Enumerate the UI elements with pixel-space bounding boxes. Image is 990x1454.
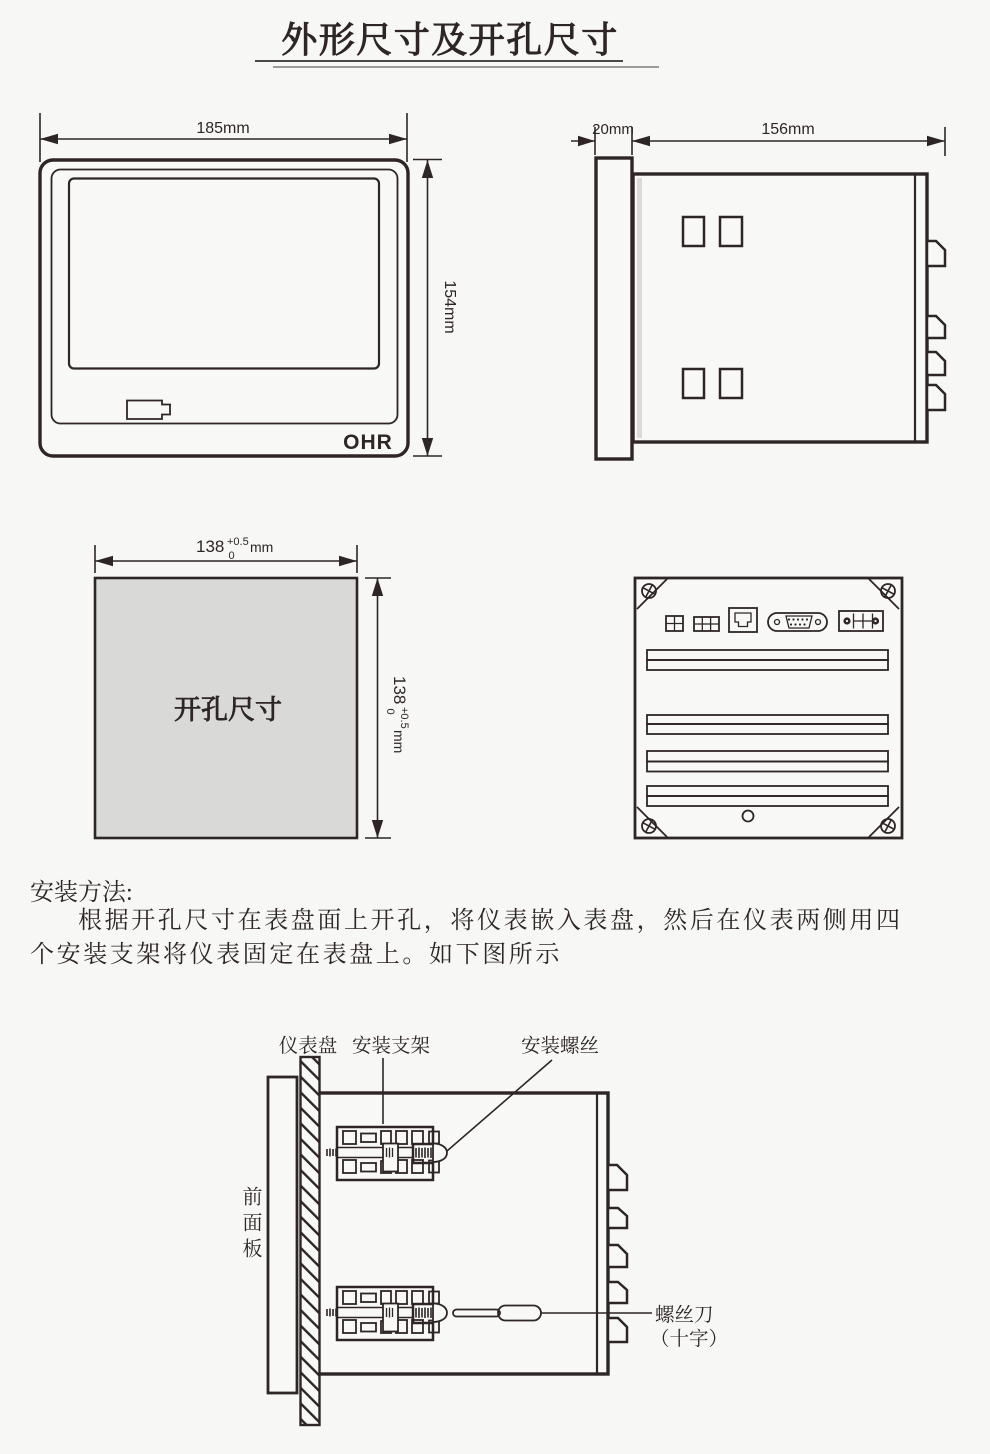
cutout-width-tol-lower: 0: [228, 550, 235, 562]
install-front-panel: [268, 1077, 297, 1393]
front-device: [40, 160, 408, 456]
arrow-up-icon: [372, 578, 383, 596]
arrow-left-icon: [95, 556, 113, 566]
front-outer-case: [40, 160, 408, 456]
cutout-height-value: 138: [390, 676, 409, 705]
terminal-tab: [927, 241, 945, 266]
cutout-width-dimension: [95, 536, 357, 573]
terminal-tab: [927, 316, 945, 338]
install-method-paragraph: 根据开孔尺寸在表盘面上开孔，将仪表嵌入表盘，然后在仪表两侧用四个安装支架将仪表固定在表盘上。如下图所示: [30, 908, 903, 968]
front-view: [40, 113, 458, 456]
install-diagram: [268, 1035, 728, 1425]
side-depth-value: 20mm: [592, 121, 634, 138]
cutout-width-value: 138: [196, 537, 225, 556]
side-body-shade: [637, 178, 642, 438]
side-body: [633, 174, 927, 442]
page-title: 外形尺寸及开孔尺寸: [281, 19, 619, 60]
panel-label: 仪表盘: [278, 1036, 338, 1057]
install-method-heading: 安装方法:: [30, 880, 133, 906]
terminal-tab: [608, 1318, 627, 1342]
back-view: [635, 578, 902, 838]
cutout-height-tol-lower: 0: [384, 708, 396, 715]
front-height-value: 154mm: [441, 280, 458, 334]
brand-logo: OHR: [343, 431, 393, 454]
cutout-label: 开孔尺寸: [174, 695, 282, 725]
screw-label: 安装螺丝: [520, 1036, 600, 1057]
bracket-label: 安装支架: [351, 1036, 431, 1057]
front-panel-label: 前面板: [239, 1186, 261, 1264]
terminal-tab: [608, 1245, 627, 1267]
side-view: [571, 121, 945, 459]
arrow-up-icon: [422, 160, 433, 178]
terminal-tab: [608, 1208, 627, 1228]
cutout-width-tol-upper: +0.5: [227, 536, 249, 548]
cutout-width-unit: mm: [250, 539, 274, 555]
screwdriver-label: 螺丝刀: [655, 1305, 714, 1326]
cutout-height-unit: mm: [391, 730, 407, 754]
arrow-down-icon: [422, 438, 433, 456]
screwdriver-type-label: （十字）: [650, 1329, 729, 1350]
arrow-left-icon: [40, 134, 58, 144]
side-length-dimension: [632, 121, 945, 156]
arrow-down-icon: [372, 820, 383, 838]
arrow-left-icon: [632, 136, 650, 146]
side-depth-dimension: [571, 121, 634, 155]
terminal-tab: [608, 1282, 627, 1303]
mounting-panel: [301, 1057, 320, 1425]
side-length-value: 156mm: [761, 121, 815, 138]
cutout-height-tol-upper: +0.5: [398, 707, 410, 729]
terminal-tab: [927, 352, 945, 375]
terminal-tab: [608, 1165, 627, 1190]
front-width-value: 185mm: [196, 120, 250, 137]
arrow-right-icon: [389, 134, 407, 144]
arrow-right-icon: [339, 556, 357, 566]
front-width-dimension: [40, 113, 407, 162]
terminal-tab: [927, 385, 945, 410]
arrow-right-icon: [927, 136, 945, 146]
side-front-bezel: [596, 158, 632, 459]
cutout-height-dimension: [365, 578, 410, 838]
side-device: [596, 158, 945, 459]
cutout-view: [95, 536, 410, 838]
front-height-dimension: [413, 160, 458, 457]
